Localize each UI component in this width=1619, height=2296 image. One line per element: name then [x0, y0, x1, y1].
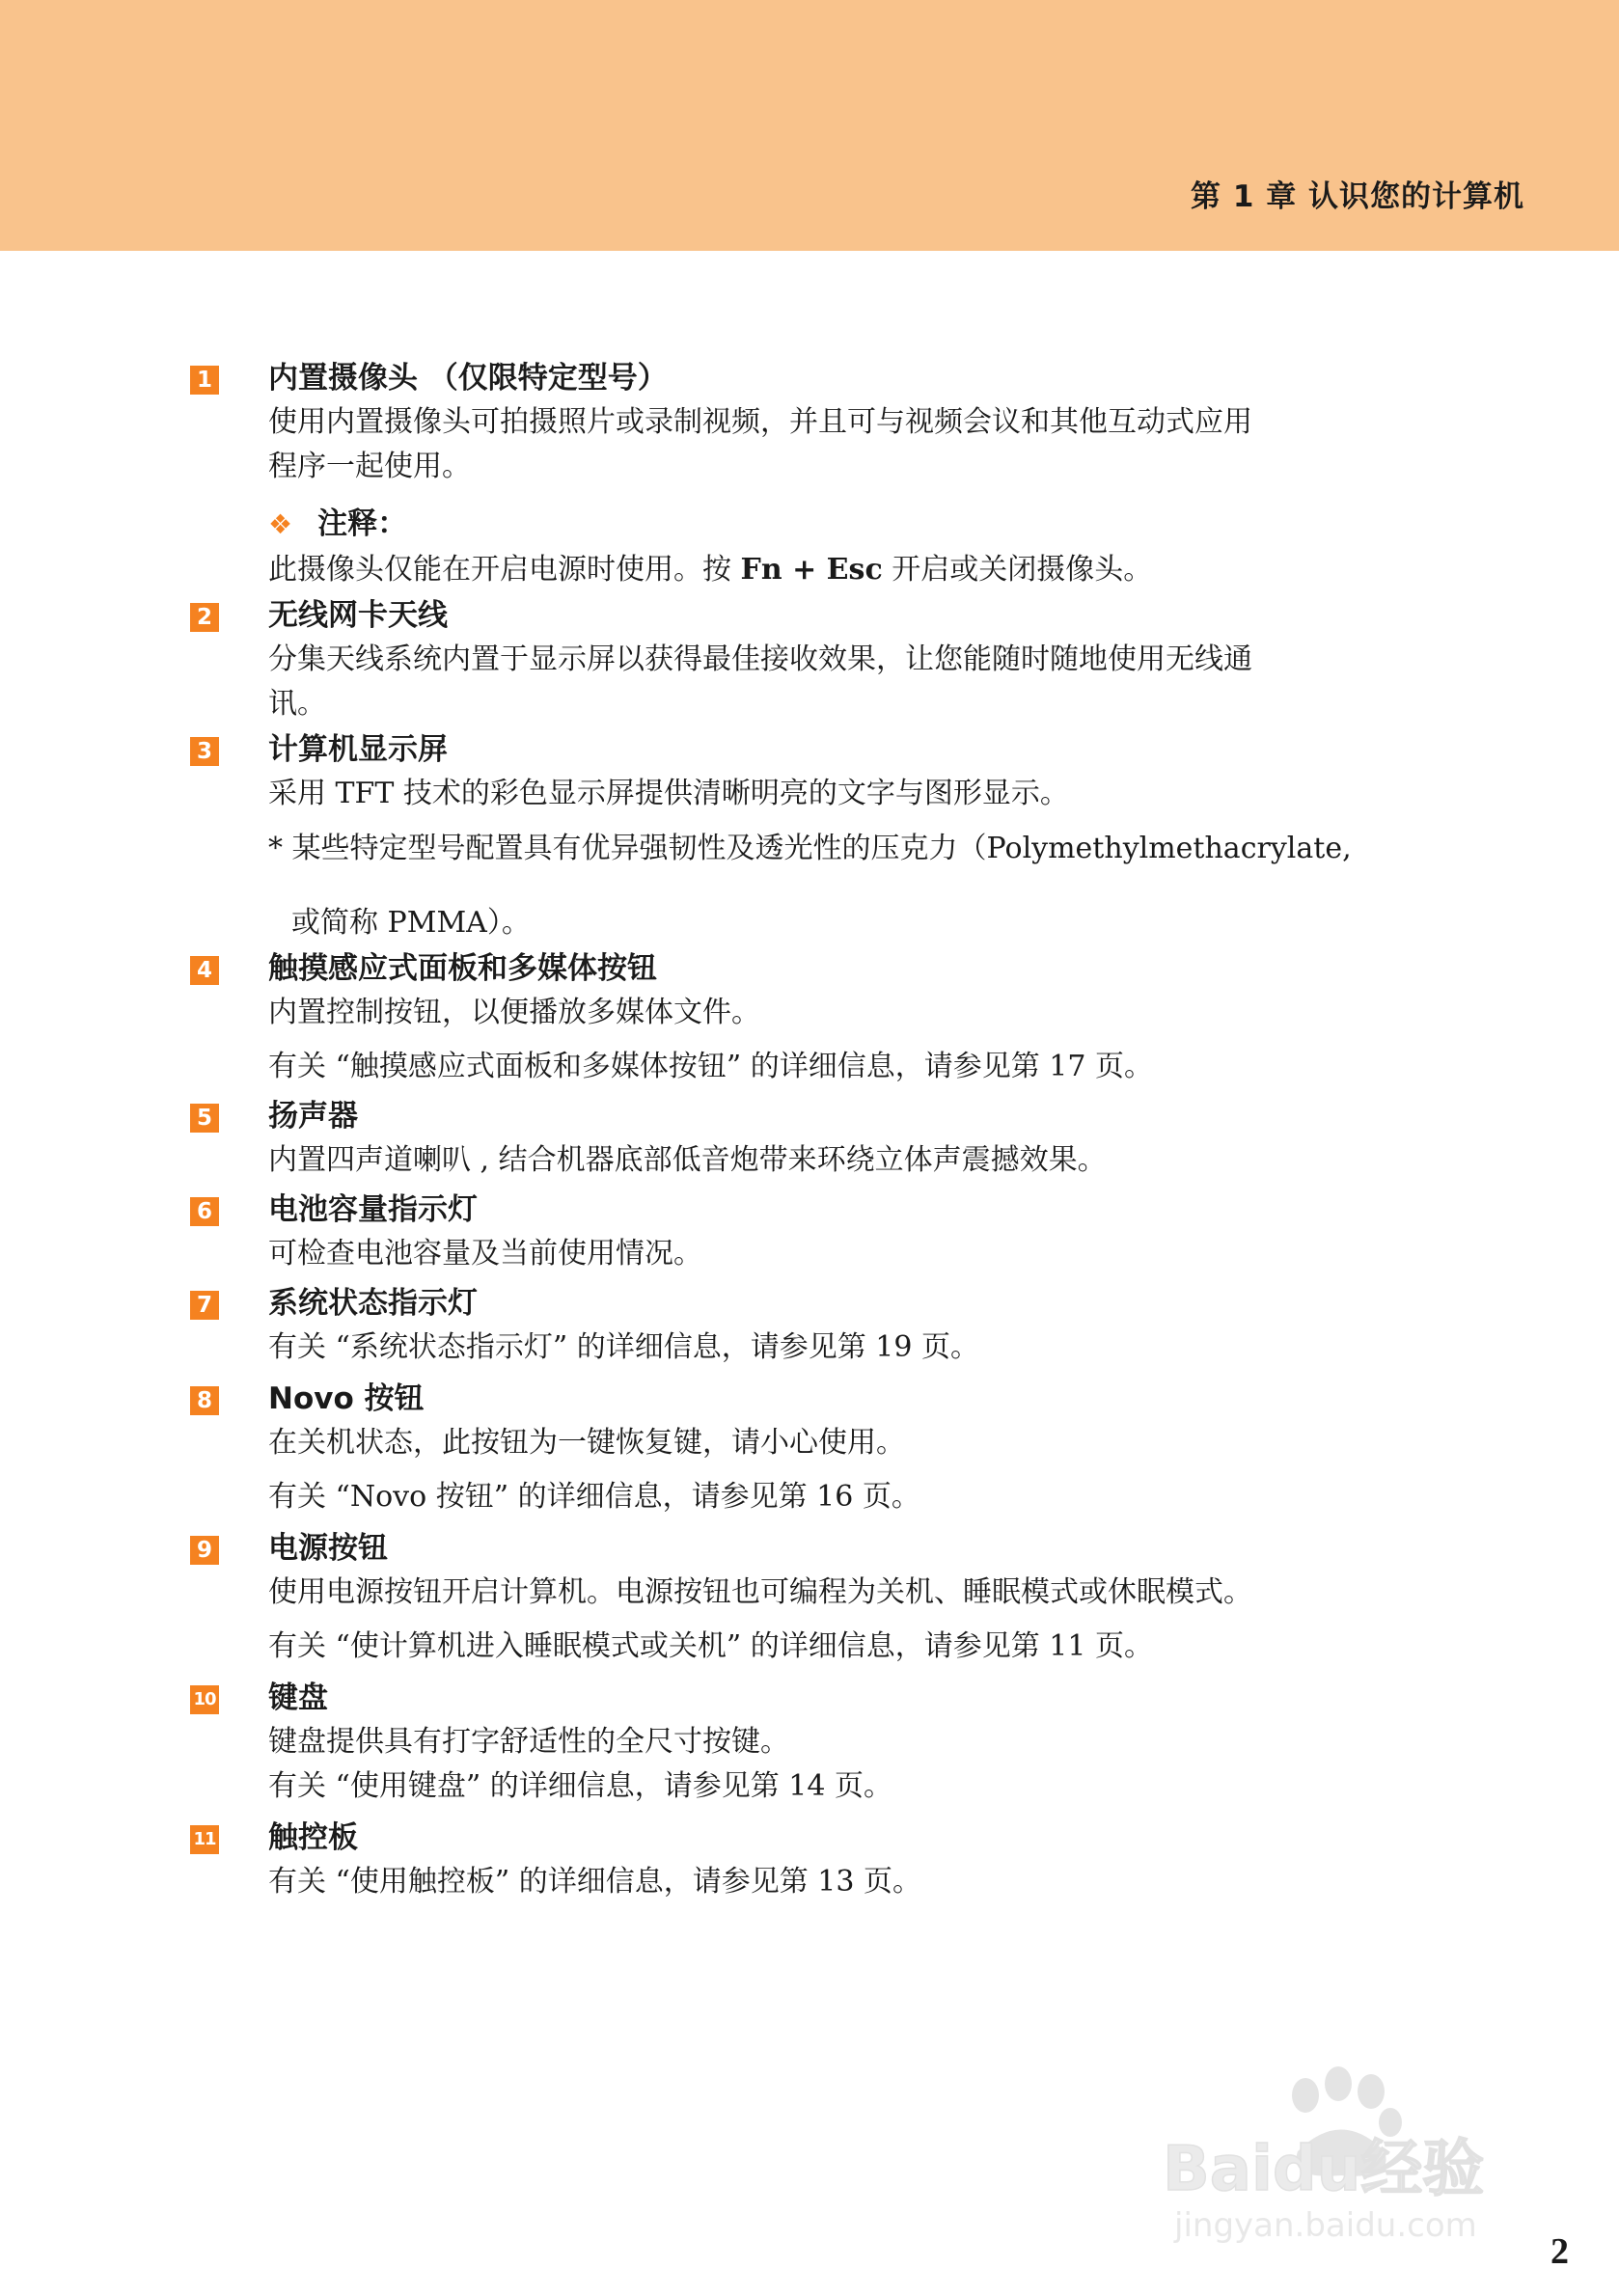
- list-item: [190, 1817, 1444, 1904]
- list-item: [190, 728, 1444, 945]
- list-item: [190, 594, 1444, 726]
- item-number-badge: 2: [190, 603, 219, 632]
- note-text: [268, 548, 1444, 592]
- item-title: 内置摄像头 （仅限特定型号）: [268, 361, 668, 396]
- page-reference: 有关 “Novo 按钮” 的详细信息，请参见第 16 页。: [268, 1480, 920, 1514]
- item-title: Novo 按钮: [268, 1381, 425, 1416]
- page-reference: 有关 “系统状态指示灯” 的详细信息，请参见第 19 页。: [268, 1330, 979, 1364]
- page-reference: 有关 “使计算机进入睡眠模式或关机” 的详细信息，请参见第 11 页。: [268, 1629, 1153, 1663]
- item-text: 分集天线系统内置于显示屏以获得最佳接收效果，让您能随时随地使用无线通: [268, 642, 1252, 676]
- item-number-badge: 6: [190, 1197, 219, 1226]
- item-number-badge: 11: [190, 1825, 219, 1854]
- list-item: [190, 1527, 1444, 1669]
- item-number-badge: 5: [190, 1104, 219, 1133]
- item-text: 程序一起使用。: [268, 450, 471, 483]
- footnote-text: * 某些特定型号配置具有优异强韧性及透光性的压克力（Polymethylmethacrylate,: [268, 832, 1352, 865]
- list-item: [190, 1282, 1444, 1370]
- diamond-bullet-icon: ❖: [268, 508, 293, 540]
- item-number-badge: 10: [190, 1685, 219, 1714]
- item-title: 触控板: [268, 1820, 358, 1855]
- item-number-badge: 3: [190, 737, 219, 766]
- item-title: 电源按钮: [268, 1531, 388, 1566]
- note-text-start: 此摄像头仅能在开启电源时使用。按: [268, 553, 741, 587]
- list-item: [190, 1189, 1444, 1276]
- item-text: 采用 TFT 技术的彩色显示屏提供清晰明亮的文字与图形显示。: [268, 777, 1069, 810]
- item-text: 内置控制按钮，以便播放多媒体文件。: [268, 996, 760, 1029]
- list-item: [190, 1677, 1444, 1809]
- item-title: 键盘: [268, 1681, 328, 1715]
- page-reference: 有关 “使用触控板” 的详细信息，请参见第 13 页。: [268, 1865, 921, 1899]
- item-text: 键盘提供具有打字舒适性的全尺寸按键。: [268, 1725, 789, 1759]
- note-text-end: 开启或关闭摄像头。: [882, 553, 1153, 587]
- footnote-text: 或简称 PMMA）。: [291, 906, 531, 940]
- item-text: 可检查电池容量及当前使用情况。: [268, 1237, 702, 1271]
- item-number-badge: 7: [190, 1291, 219, 1320]
- page-number: 2: [1550, 2231, 1569, 2272]
- shortcut-keys: Fn + Esc: [740, 553, 883, 587]
- item-number-badge: 4: [190, 956, 219, 985]
- list-item: [190, 357, 1444, 592]
- header-band: [0, 0, 1619, 251]
- list-item: [190, 1095, 1444, 1183]
- watermark-brand: Baidu经验: [1163, 2134, 1485, 2205]
- item-number-badge: 9: [190, 1536, 219, 1565]
- item-title: 计算机显示屏: [268, 732, 448, 767]
- item-text: 使用内置摄像头可拍摄照片或录制视频，并且可与视频会议和其他互动式应用: [268, 405, 1252, 439]
- baidu-jingyan-watermark: [1153, 2055, 1539, 2248]
- page-reference: 有关 “使用键盘” 的详细信息，请参见第 14 页。: [268, 1769, 892, 1803]
- item-text: 在关机状态，此按钮为一键恢复键，请小心使用。: [268, 1426, 905, 1460]
- item-text: 讯。: [268, 687, 326, 721]
- note-heading: [268, 501, 1444, 548]
- chapter-title: 第 1 章 认识您的计算机: [1191, 179, 1524, 214]
- item-title: 电池容量指示灯: [268, 1192, 478, 1227]
- item-list: [190, 357, 1444, 1904]
- item-number-badge: 8: [190, 1386, 219, 1415]
- item-text: 使用电源按钮开启计算机。电源按钮也可编程为关机、睡眠模式或休眠模式。: [268, 1575, 1252, 1609]
- list-item: [190, 1378, 1444, 1519]
- watermark-url: jingyan.baidu.com: [1174, 2206, 1477, 2245]
- item-number-badge: 1: [190, 366, 219, 395]
- note-label: 注释：: [317, 506, 408, 541]
- page-reference: 有关 “触摸感应式面板和多媒体按钮” 的详细信息，请参见第 17 页。: [268, 1050, 1153, 1083]
- item-title: 系统状态指示灯: [268, 1286, 478, 1321]
- item-title: 扬声器: [268, 1099, 358, 1134]
- item-title: 触摸感应式面板和多媒体按钮: [268, 951, 657, 986]
- list-item: [190, 947, 1444, 1089]
- item-text: 内置四声道喇叭 , 结合机器底部低音炮带来环绕立体声震撼效果。: [268, 1143, 1107, 1177]
- item-title: 无线网卡天线: [268, 598, 448, 633]
